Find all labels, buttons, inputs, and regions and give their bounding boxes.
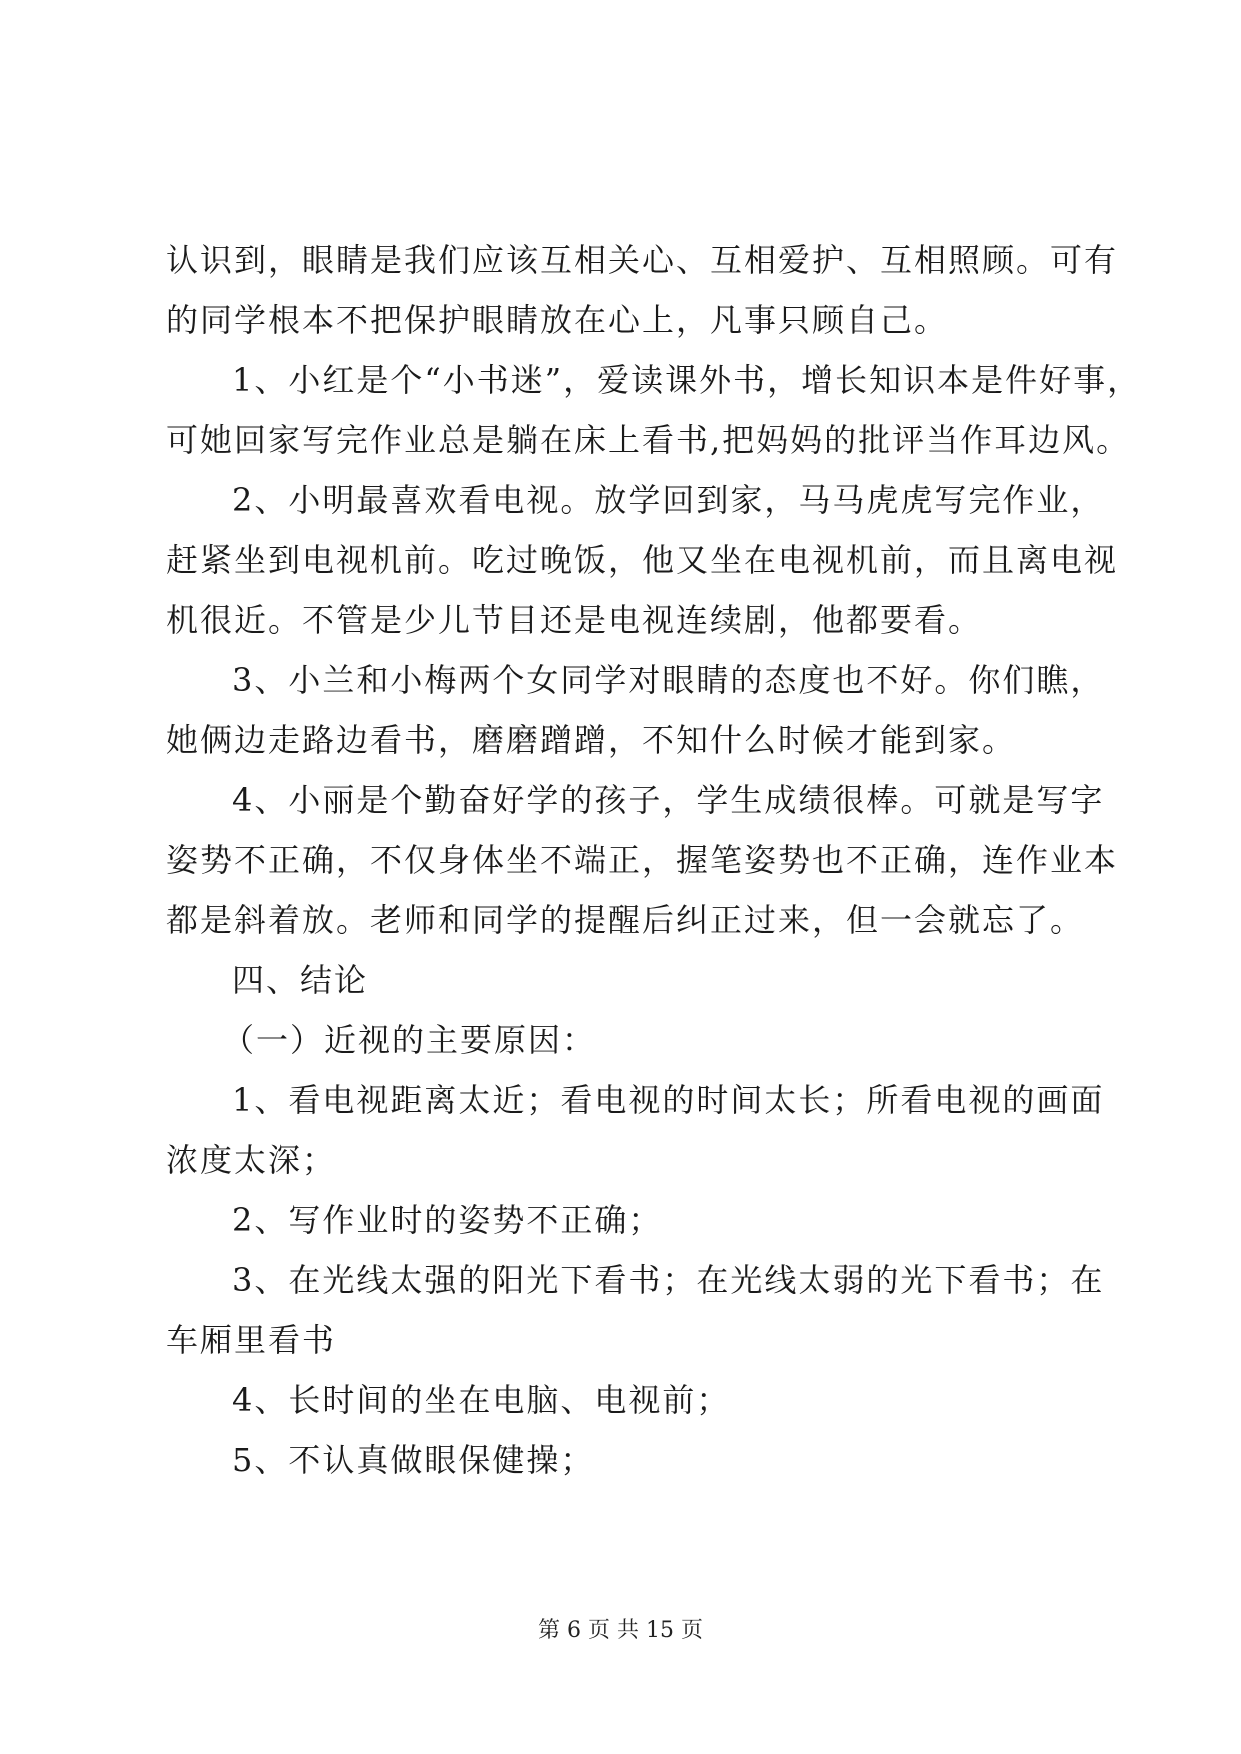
text-line: 4、长时间的坐在电脑、电视前； <box>232 1381 731 1419</box>
text-line: 的同学根本不把保护眼睛放在心上，凡事只顾自己。 <box>166 301 949 339</box>
section-heading: 四、结论 <box>232 961 369 999</box>
text-line: 3、在光线太强的阳光下看书；在光线太弱的光下看书；在 <box>232 1261 1105 1299</box>
text-line: 1、看电视距离太近；看电视的时间太长；所看电视的画面 <box>232 1081 1105 1119</box>
text-line: 认识到，眼睛是我们应该互相关心、互相爱护、互相照顾。可有 <box>166 241 1119 279</box>
text-line: 车厢里看书 <box>166 1321 337 1359</box>
text-line: 机很近。不管是少儿节目还是电视连续剧，他都要看。 <box>166 601 983 639</box>
text-line: 她俩边走路边看书，磨磨蹭蹭，不知什么时候才能到家。 <box>166 721 1017 759</box>
text-line: 浓度太深； <box>166 1141 337 1179</box>
text-line: 1、小红是个“小书迷”，爱读课外书，增长知识本是件好事， <box>232 361 1142 399</box>
page-number: 第 6 页 共 15 页 <box>538 1618 703 1643</box>
text-line: 5、不认真做眼保健操； <box>232 1441 595 1479</box>
subsection-heading: （一）近视的主要原因： <box>222 1021 597 1059</box>
document-body <box>166 230 1142 1490</box>
text-line: 赶紧坐到电视机前。吃过晚饭，他又坐在电视机前，而且离电视 <box>166 541 1119 579</box>
text-line: 4、小丽是个勤奋好学的孩子，学生成绩很棒。可就是写字 <box>232 781 1105 819</box>
text-line: 3、小兰和小梅两个女同学对眼睛的态度也不好。你们瞧， <box>232 661 1105 699</box>
text-line: 2、写作业时的姿势不正确； <box>232 1201 663 1239</box>
text-line: 都是斜着放。老师和同学的提醒后纠正过来，但一会就忘了。 <box>166 901 1085 939</box>
text-line: 2、小明最喜欢看电视。放学回到家，马马虎虎写完作业， <box>232 481 1105 519</box>
text-line: 可她回家写完作业总是躺在床上看书,把妈妈的批评当作耳边风。 <box>166 421 1131 459</box>
text-line: 姿势不正确，不仅身体坐不端正，握笔姿势也不正确，连作业本 <box>166 841 1119 879</box>
